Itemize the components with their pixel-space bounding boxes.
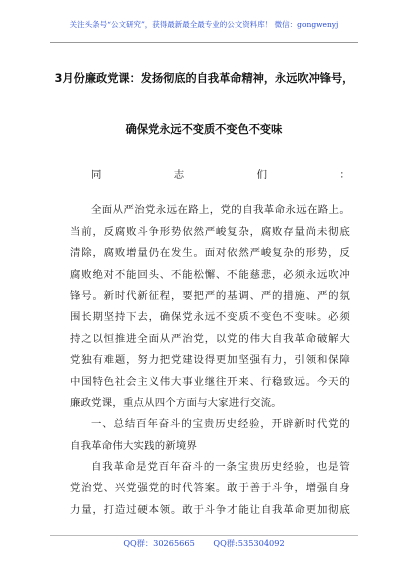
header-notice: 关注头条号“公文研究”，获得最新最全最专业的公文资料库！ 微信：gongwenyj [69, 20, 339, 29]
body-line: 中国特色社会主义伟大事业继往开来、行稳致远。今天的 [70, 375, 350, 388]
section-heading-line: 自我革命伟大实践的新境界 [70, 439, 198, 452]
greeting: 同志们： [91, 169, 350, 181]
footer-qq-group-1: QQ群：30265665 [123, 538, 195, 548]
body-line: 当前，反腐败斗争形势依然严峻复杂，腐败存量尚未彻底 [70, 225, 350, 238]
footer-qq-group-2: QQ群:535304092 [213, 538, 285, 548]
body-line: 党治党、兴党强党的时代答案。敢于善于斗争，增强自身 [70, 482, 350, 495]
body-line: 廉政党课，重点从四个方面与大家进行交流。 [70, 396, 282, 409]
body-line: 锋号。新时代新征程，要把严的基调、严的措施、严的氛 [70, 289, 350, 302]
body-line: 围长期坚持下去，确保党永远不变质不变色不变味。必须 [70, 311, 350, 324]
document-title-line-2: 确保党永远不变质不变色不变味 [125, 123, 283, 136]
body-line: 自我革命是党百年奋斗的一条宝贵历史经验，也是管 [91, 461, 350, 474]
footer-divider [50, 535, 358, 536]
footer [0, 538, 408, 549]
body-line: 力量，打造过硬本领。敢于斗争才能让自我革命更加彻底 [70, 503, 350, 516]
document-body [70, 165, 350, 521]
body-line: 全面从严治党永远在路上，党的自我革命永远在路上。 [91, 204, 350, 217]
section-heading-line: 一、总结百年奋斗的宝贵历史经验，开辟新时代党的 [91, 418, 350, 431]
body-line: 党独有难题，努力把党建设得更加坚强有力，引领和保障 [70, 354, 350, 367]
document-title-line-1: 3月份廉政党课：发扬彻底的自我革命精神，永远吹冲锋号， [54, 72, 354, 85]
body-line: 清除，腐败增量仍在发生。面对依然严峻复杂的形势，反 [70, 247, 350, 260]
header-divider [50, 42, 358, 43]
body-line: 持之以恒推进全面从严治党，以党的伟大自我革命破解大 [70, 332, 350, 345]
body-line: 腐败绝对不能回头、不能松懈、不能慈悲，必须永远吹冲 [70, 268, 350, 281]
